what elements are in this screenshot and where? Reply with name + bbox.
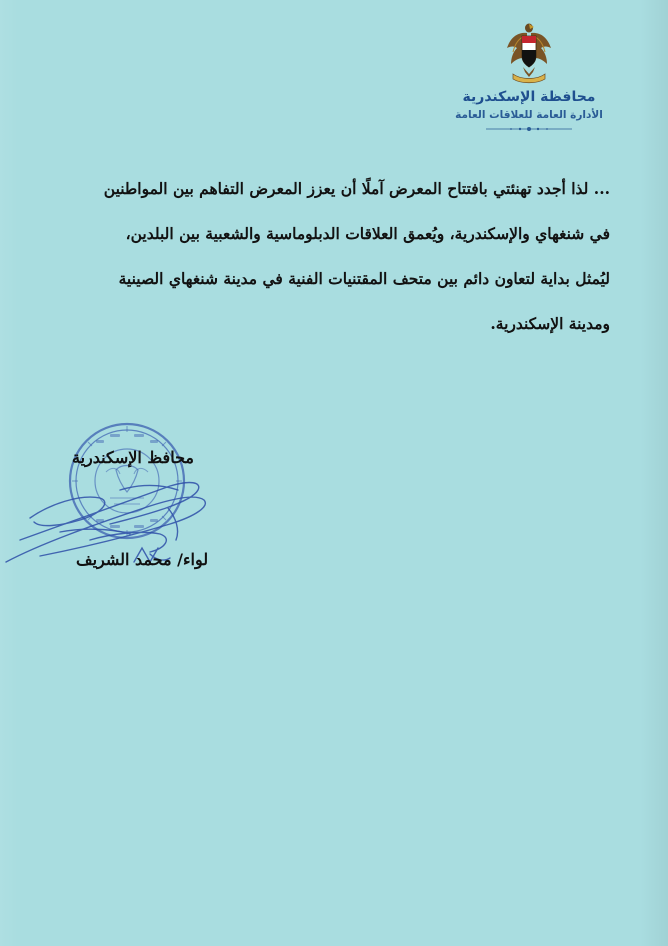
signature-block [0,420,668,600]
department-name: الأدارة العامة للعلاقات العامة [455,109,603,121]
letterhead [434,22,624,133]
ornament-divider-icon [484,125,574,133]
signatory-name: لواء/ محمد الشريف [76,550,209,569]
governorate-name: محافظة الإسكندرية [462,89,596,105]
signatory-title: محافظ الإسكندرية [72,448,194,467]
letter-body [62,166,610,346]
egypt-eagle-emblem-icon [505,22,553,84]
body-line-4: ومدينة الإسكندرية. [490,314,610,333]
body-line-1: ... لذا أجدد تهنئتي بافتتاح المعرض آملًا أن يعزز المعرض التفاهم بين المواطنين [103,179,610,198]
body-line-2: في شنغهاي والإسكندرية، ويُعمق العلاقات الدبلوماسية والشعبية بين البلدين، [125,224,610,243]
body-line-3: ليُمثل بداية لتعاون دائم بين متحف المقتنيات الفنية في مدينة شنغهاي الصينية [118,269,610,288]
